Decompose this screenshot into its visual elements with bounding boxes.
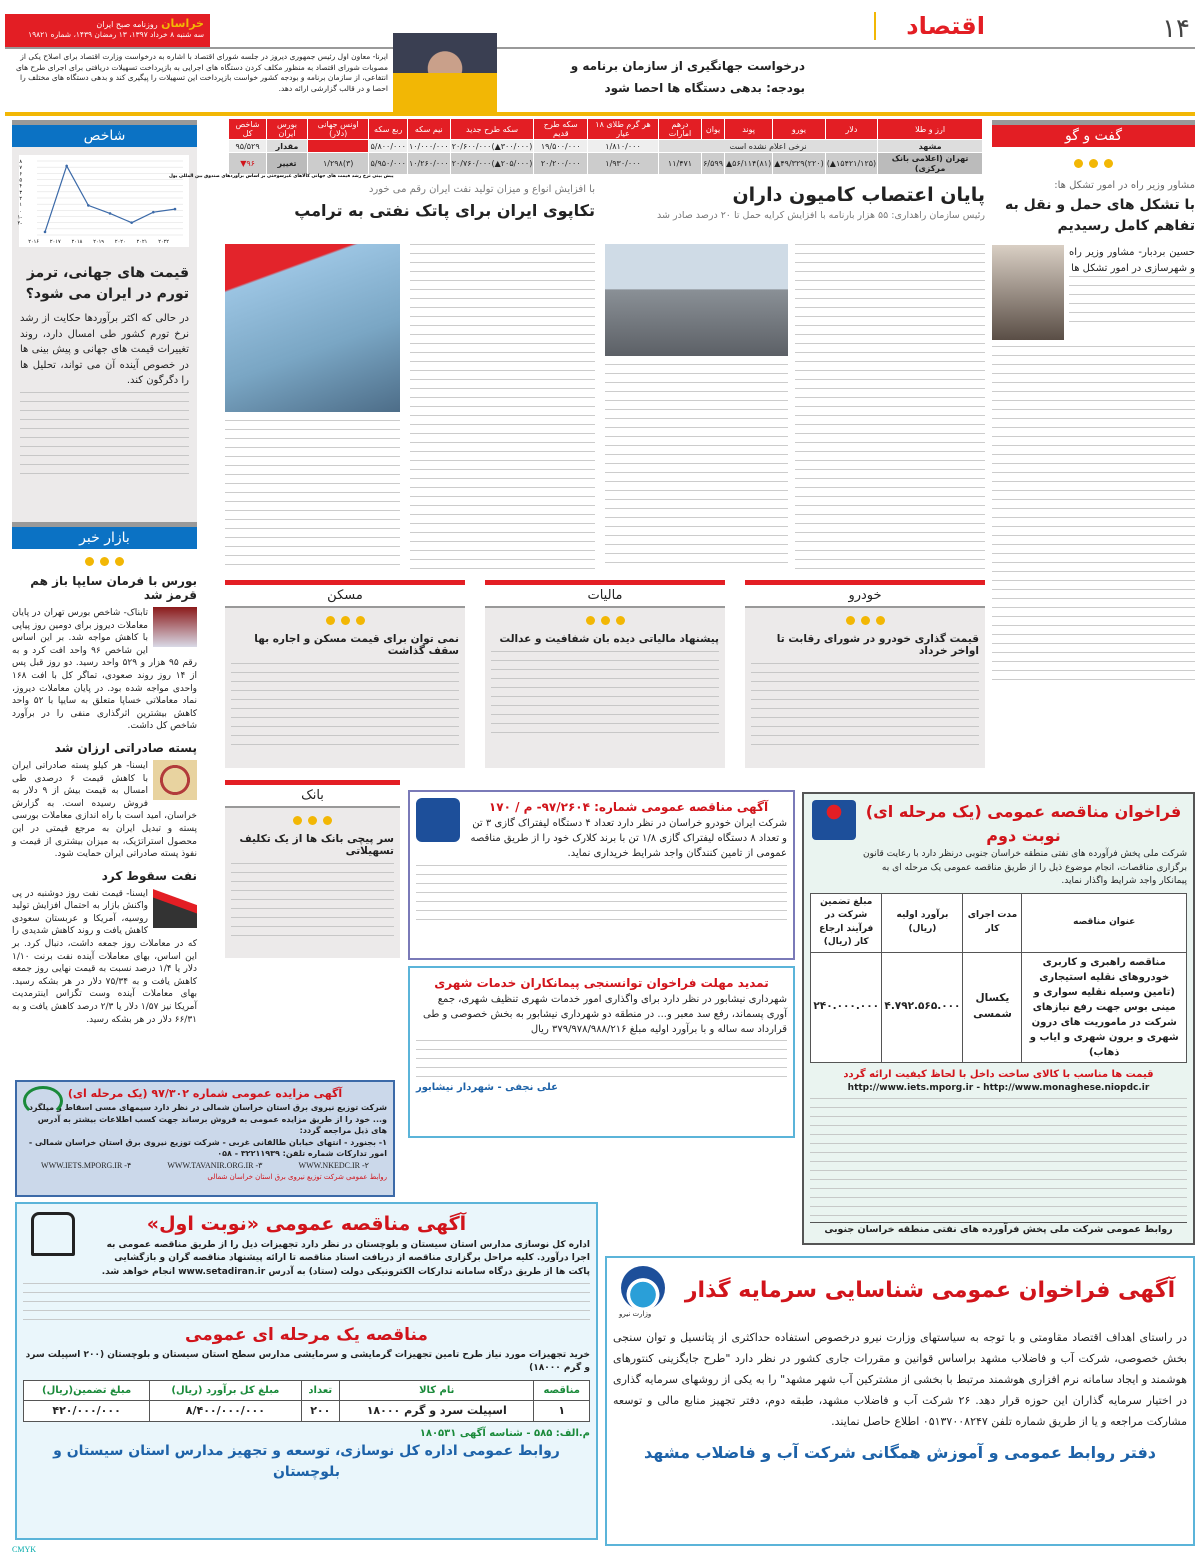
price-cell: ۱/۸۱۰/۰۰۰ xyxy=(588,140,659,153)
box-section-label: بانک xyxy=(225,785,400,808)
logo-caption: وزارت نیرو xyxy=(619,1310,652,1318)
dots-icon xyxy=(12,557,197,566)
shakhes-text: در حالی که اکثر برآوردها حکایت از رشد نرخ تورم کشور طی امسال دارد، روند تغییرات قیمت های جهانی و پیش بینی ها در خصوص آینده آن می تواند، تحلیل ها را دگرگون کند. xyxy=(20,313,189,386)
y-tick-label: ۵ xyxy=(19,177,22,184)
oil-table-cell: ۴.۷۹۲.۵۶۵.۰۰۰ xyxy=(882,952,963,1062)
price-header: اونس جهانی (دلار) xyxy=(307,119,369,140)
price-cell: ۵/۹۵۰/۰۰۰ xyxy=(369,153,407,174)
oil-ad-sites: http://www.iets.mporg.ir - http://www.monaghese.niopdc.ir xyxy=(847,1082,1150,1093)
brand-box xyxy=(5,14,210,48)
price-cell: (۳۰۰/۰۰۰▲)۲۰/۶۰۰/۰۰۰ xyxy=(450,140,534,153)
sistan-ad-table xyxy=(23,1380,590,1423)
shakhes-headline: قیمت های جهانی، ترمز تورم در ایران می شود؟ xyxy=(25,265,189,302)
nkedc-logo xyxy=(23,1086,63,1116)
sistan-ad xyxy=(15,1202,598,1540)
sistan-table-cell: اسپیلت سرد و گرم ۱۸۰۰۰ xyxy=(340,1400,534,1422)
row-label: تهران (اعلامی بانک مرکزی) xyxy=(878,153,983,174)
price-header: شاخص کل xyxy=(229,119,267,140)
news-headline[interactable]: پسته صادراتی ارزان شد xyxy=(54,740,197,755)
news-text: ایسنا- قیمت نفت روز دوشنبه در پی واکنش بازار به احتمال افزایش تولید روسیه، آمریکا و عربستان سعودی کاهش یافت و روند کاهش شدیدی را که در معاملات روز جمعه داشت، دنبال کرد. بر این اساس، بهای معاملات آینده نفت برنت ۱/۱۰ دلار یا ۱/۴ درصد نسبت به قیمت نهایی روز جمعه کاهش یافت و به ۷۵/۳۴ دلار در هر بشکه رسید. بهای معاملات آینده وست تگزاس اینترمدیت آمریکا نیز ۱/۵۷ دلار یا ۲/۳ درصد کاهش یافت و به ۶۶/۳۱ دلار در هر بشکه رسید. xyxy=(12,888,197,1025)
site-link[interactable]: WWW.TAVANIR.ORG.IR -۳ xyxy=(167,1160,263,1170)
water-ministry-logo xyxy=(621,1266,665,1310)
price-header: سکه طرح قدیم xyxy=(534,119,588,140)
data-point xyxy=(87,204,90,207)
oil-table-header: مدت اجرای کار xyxy=(963,893,1022,952)
lead-headline xyxy=(505,56,805,99)
oil-ad-intro: شرکت ملی پخش فرآورده های نفتی منطقه خراسان جنوبی درنظر دارد با رعایت قانون برگزاری مناقصات، انجام موضوع ذیل را از طریق مناقصه عمومی یک مرحله ای به پیمانکار واجد شرایط واگذار نماید. xyxy=(863,849,1187,886)
oil-table-header: برآورد اولیه (ریال) xyxy=(882,893,963,952)
y-tick-label: ۴ xyxy=(19,183,22,190)
oil-headline: تکاپوی ایران برای پاتک نفتی به ترامپ xyxy=(294,201,595,220)
oil-ad-title: فراخوان مناقصه عمومی (یک مرحله ای) نوبت دوم xyxy=(865,802,1182,845)
bazar-section-label: بازار خبر xyxy=(12,522,197,549)
news-item xyxy=(12,869,197,1027)
section-box xyxy=(225,580,465,770)
price-cell: ۱/۹۳۰/۰۰۰ xyxy=(588,153,659,174)
price-cell: (۲۲۰)۴۹/۳۲۹▲ xyxy=(773,153,825,174)
oil-kicker: با افزایش انواع و میزان تولید نفت ایران رقم می خورد xyxy=(368,184,595,195)
trucks-photo xyxy=(605,244,788,356)
x-tick-label: ۲۰۱۹ xyxy=(93,239,104,245)
khodro-ad xyxy=(408,790,795,960)
price-table xyxy=(228,118,983,175)
ounce-cell: (۳)۱/۲۹۸ xyxy=(307,153,369,174)
truck-body-col1 xyxy=(795,244,985,569)
tavanir-ad-footer: روابط عمومی شرکت توزیع نیروی برق استان خراسان شمالی xyxy=(207,1172,387,1181)
abfa-ad-text: در راستای اهداف اقتصاد مقاومتی و با توجه به سیاستهای وزارت نیرو درخصوص استفاده حداکثری از پتانسیل و توان سنجی بخش خصوصی، شرکت آب و فاضلاب مشهد براساس قوانین و مقررات جاری کشور در نظر دارد "طرح جایگزینی کنتورهای هوشمند و ایجاد سامانه نرم افزاری هوشمند مرتبط با بخشی از مشترکین آب شهر مشهد" را به یکی از روشهای سرمایه گذاری در اختیار سرمایه گذاران این حوزه قرار دهد. ۲۶ شرکت آب و فاضلاب مشهد، طبقه دوم، دفتر تجهیز منابع مالی و توسعه مشارکت مراجعه و یا از طریق شماره تلفن ۰۵۱۳۷۰۰۸۲۴۷ اطلاع حاصل نمایند. xyxy=(613,1331,1187,1428)
site-link[interactable]: WWW.IETS.MPORG.IR -۴ xyxy=(41,1160,132,1170)
y-tick-label: ۰ xyxy=(19,208,22,215)
bazar-column xyxy=(12,522,197,1034)
chart-title: پیش بینی نرخ رشد قیمت های جهانی کالاهای غیرسوختی بر اساس برآوردهای صندوق بین المللی پول xyxy=(169,174,394,179)
oil-table-cell: مناقصه راهبری و کاربری خودروهای نقلیه استیجاری (تامین وسیله نقلیه سواری و مینی بوس جهت رفع نیازهای شرکت در ماموریت های درون شهری و برون شهری و ایاب و ذهاب) xyxy=(1022,952,1187,1062)
neyshabur-ad xyxy=(408,966,795,1138)
price-header: ارز و طلا xyxy=(878,119,983,140)
price-header: ربع سکه xyxy=(369,119,407,140)
brand-logo: خراسان xyxy=(161,17,204,30)
neyshabur-ad-title: تمدید مهلت فراخوان توانسنجی پیمانکاران خدمات شهری xyxy=(434,976,769,990)
brand-sub: روزنامه صبح ایران xyxy=(96,20,158,29)
y-tick-label: ۸ xyxy=(19,159,22,165)
section-title: اقتصاد xyxy=(874,12,985,40)
dots-icon xyxy=(231,616,459,625)
price-cell: (۸۱)۵۶/۱۱۴▲ xyxy=(725,153,773,174)
dateline: سه شنبه ۸ خرداد ۱۳۹۷، ۱۳ رمضان ۱۴۳۹، شماره ۱۹۸۲۱ xyxy=(28,30,204,39)
neyshabur-ad-footer: علی نجفی - شهردار نیشابور xyxy=(416,1082,558,1093)
price-cell: (۱۵۴۲۱/۱۲۵▲) xyxy=(825,153,877,174)
price-header: بورس ایران xyxy=(267,119,308,140)
oil-body-col1 xyxy=(410,244,595,569)
truck-subhead: رئیس سازمان راهداری: ۵۵ هزار بارنامه با افزایش کرایه حمل تا ۲۰ درصد صادر شد xyxy=(657,210,985,221)
box-section-label: مالیات xyxy=(485,585,725,608)
price-cell: ۶/۵۹۹ xyxy=(702,153,725,174)
price-cell: ۱۰/۰۰۰/۰۰۰ xyxy=(407,140,450,153)
sistan-ad-footer: روابط عمومی اداره کل نوسازی، توسعه و تجهیز مدارس استان سیستان و بلوچستان xyxy=(53,1443,560,1480)
tavanir-ad-text: شرکت توزیع نیروی برق استان خراسان شمالی در نظر دارد سیمهای مسی اسقاط و میلگرد و... خود را از طریق مزایده عمومی به فروش برساند جهت کسب اطلاعات بیشتر به آدرس های ذیل مراجعه گردد: xyxy=(28,1102,387,1136)
shakhes-section-label: شاخص xyxy=(12,120,197,147)
bourse-label: تغییر xyxy=(267,153,308,174)
interview-column xyxy=(992,120,1195,770)
x-tick-label: ۲۰۱۷ xyxy=(49,239,61,245)
oil-table-cell: یکسال شمسی xyxy=(963,952,1022,1062)
y-tick-label: ۱ xyxy=(19,202,22,209)
y-tick-label: -۱ xyxy=(17,214,22,221)
section-box xyxy=(225,780,400,960)
sistan-table-header: نام کالا xyxy=(340,1380,534,1400)
dots-icon xyxy=(992,159,1195,168)
truck-body-col2 xyxy=(605,364,788,569)
oil-body-col2 xyxy=(225,420,400,570)
series-line xyxy=(45,166,175,232)
news-photo xyxy=(153,888,197,928)
box-headline[interactable]: پیشنهاد مالیاتی دیده بان شفافیت و عدالت xyxy=(499,633,719,645)
sistan-ad-text: اداره کل نوسازی مدارس استان سیستان و بلوچستان در نظر دارد تجهیزات ذیل را از طریق مناقصه عمومی به اجرا درآورد. کلیه مراحل برگزاری مناقصه از دریافت اسناد مناقصه تا ارائه پیشنهاد مناقصه گران و بازگشایی پاکت ها از طریق درگاه سامانه تدارکات الکترونیکی دولت (ستاد) به آدرس www.setadiran.ir انجام خواهد شد. xyxy=(101,1239,590,1277)
oil-ad xyxy=(802,792,1195,1245)
sistan-ad-subtitle: مناقصه یک مرحله ای عمومی xyxy=(185,1325,428,1345)
price-cell: ۱۹/۵۰۰/۰۰۰ xyxy=(534,140,588,153)
row-label: مشهد xyxy=(878,140,983,153)
news-text: ایسنا- هر کیلو پسته صادراتی ایران با کاهش قیمت ۶ درصدی طی امسال به قیمت بیش از ۹ دلار به فروش رسیده است. به گزارش خراسان، امید است با راه اندازی معاملات بورسی پسته و تبدیل ایران به مرجع قیمتی در این محصول استراتژیک، به میزان بیشتری از قیمت و نفوذ پسته صادراتی ایران حمایت شود. xyxy=(12,760,197,860)
neyshabur-ad-text: شهرداری نیشابور در نظر دارد برای واگذاری امور خدمات شهری تنظیف شهری، جمع آوری پسماند، رفع سد معبر و... در منطقه دو شهرداری نیشابور به بخش خصوصی و طی قرارداد سه ساله و با برآورد اولیه مبلغ ۳۷۹/۹۷۸/۹۸۸/۲۱۶ ریال xyxy=(423,994,787,1035)
khodro-ad-text: شرکت ایران خودرو خراسان در نظر دارد تعداد ۴ دستگاه لیفتراک گازی ۳ تن و تعداد ۸ دستگاه لیفتراک گازی ۱/۸ تن با برند کلارک خود را از طریق مناقصه عمومی از تامین کنندگان واجد شرایط خریداری نماید. xyxy=(470,818,787,859)
interviewee-photo xyxy=(992,245,1064,340)
dots-icon xyxy=(751,616,979,625)
box-headline[interactable]: نمی توان برای قیمت مسکن و اجاره بها سقف گذاشت xyxy=(254,633,459,657)
site-link[interactable]: WWW.NKEDC.IR -۲ xyxy=(298,1160,369,1170)
jahangiri-photo xyxy=(393,33,497,112)
data-point xyxy=(130,221,133,224)
y-tick-label: -۲ xyxy=(17,220,22,227)
table-row xyxy=(229,153,983,174)
sistan-ad-desc: خرید تجهیزات مورد نیاز طرح تامین تجهیزات گرمایشی و سرمایشی مدارس سطح استان سیستان و بلوچستان (۲۰۰ اسپیلت سرد و گرم ۱۸۰۰۰) xyxy=(25,1349,590,1373)
interview-byline: حسین بردبار- مشاور وزیر راه و شهرسازی در امور تشکل ها xyxy=(1069,247,1195,274)
tavanir-ad xyxy=(15,1080,395,1197)
price-header: یورو xyxy=(773,119,825,140)
price-header: دلار xyxy=(825,119,877,140)
oil-rig-photo xyxy=(225,244,400,412)
lead-headline-line-2: بودجه: بدهی دستگاه ها احصا شود xyxy=(604,80,805,95)
data-point xyxy=(44,231,47,234)
lead-headline-line-1: درخواست جهانگیری از سازمان برنامه و xyxy=(570,59,805,73)
oil-ad-table xyxy=(810,893,1187,1063)
oil-ad-notice: قیمت ها مناسب با کالای ساخت داخل با لحاظ کیفیت ارائه گردد xyxy=(843,1068,1154,1080)
y-tick-label: ۶ xyxy=(19,171,22,178)
interview-body xyxy=(992,346,1195,686)
price-header: هر گرم طلای ۱۸ عیار xyxy=(588,119,659,140)
index-value: ۹۶▼ xyxy=(229,153,267,174)
iran-khodro-logo xyxy=(416,798,460,842)
interview-section-label: گفت و گو xyxy=(992,120,1195,147)
tavanir-ad-sites xyxy=(23,1160,387,1172)
news-photo xyxy=(153,760,197,800)
price-cell: ۲۰/۲۰۰/۰۰۰ xyxy=(534,153,588,174)
sistan-table-cell: ۴۲۰/۰۰۰/۰۰۰ xyxy=(24,1400,150,1422)
data-point xyxy=(152,211,155,214)
table-row xyxy=(24,1400,590,1422)
oil-article xyxy=(225,184,595,220)
page-number: ۱۴ xyxy=(1162,14,1190,44)
x-tick-label: ۲۰۲۲ xyxy=(158,239,169,245)
dots-icon xyxy=(491,616,719,625)
news-photo xyxy=(153,607,197,647)
cmyk-mark: CMYK xyxy=(12,1545,37,1554)
news-text: تابناک- شاخص بورس تهران در پایان معاملات دیروز برای دومین روز پیاپی با کاهش مواجه شد. بر این اساس این شاخص ۹۶ واحد افت کرد و به رقم ۹۵ هزار و ۵۲۹ واحد رسید. دو روز قبل پس از ۱۴ روز روند صعودی، تماگر کل با افت ۱۶۸ واحدی مواجه شده بود. در پایان معاملات دیروز، نماد معاملاتی خساپا متعلق به سایپا با ۵۲ واحد کاهش بیشترین اثرگذاری منفی را در برآورد شاخص کل داشت. xyxy=(12,608,197,732)
y-tick-label: ۲ xyxy=(19,196,22,202)
truck-headline: پایان اعتصاب کامیون داران xyxy=(732,184,985,206)
sistan-table-cell: ۸/۴۰۰/۰۰۰/۰۰۰ xyxy=(150,1400,301,1422)
sistan-ad-title: آگهی مناقصه عمومی «نوبت اول» xyxy=(146,1213,467,1235)
box-section-label: مسکن xyxy=(225,585,465,608)
data-point xyxy=(65,165,68,168)
price-header: درهم امارات xyxy=(658,119,701,140)
price-cell: ۱۰/۲۶۰/۰۰۰ xyxy=(407,153,450,174)
price-cell: (۲۰۵/۰۰۰▲)۲۰/۷۶۰/۰۰۰ xyxy=(450,153,534,174)
price-header: پوند xyxy=(725,119,773,140)
price-header: نیم سکه xyxy=(407,119,450,140)
y-tick-label: ۷ xyxy=(19,165,22,172)
data-point xyxy=(174,208,177,211)
section-box xyxy=(745,580,985,770)
sistan-table-cell: ۲۰۰ xyxy=(301,1400,340,1422)
x-tick-label: ۲۰۱۸ xyxy=(71,239,83,245)
abfa-ad-title: آگهی فراخوان عمومی شناسایی سرمایه گذار xyxy=(684,1278,1176,1303)
oil-table-cell: ۲۴۰.۰۰۰.۰۰۰ xyxy=(811,952,882,1062)
oil-table-header: عنوان مناقصه xyxy=(1022,893,1187,952)
oil-table-header: مبلغ تضمین شرکت در فرآیند ارجاع کار (ریال) xyxy=(811,893,882,952)
khodro-ad-title: آگهی مناقصه عمومی شماره: ۹۷/۲۶۰۴- م / ۱۷۰ xyxy=(488,800,769,814)
index-value: ۹۵/۵۲۹ xyxy=(229,140,267,153)
interview-headline: با تشکل های حمل و نقل به تفاهم کامل رسیدیم xyxy=(1005,197,1195,234)
table-row xyxy=(811,952,1187,1062)
section-box xyxy=(485,580,725,770)
abfa-ad xyxy=(605,1256,1195,1546)
school-renovation-logo xyxy=(31,1212,75,1256)
price-header: یوان xyxy=(702,119,725,140)
ounce-cell xyxy=(307,140,369,153)
data-point xyxy=(109,212,112,215)
tavanir-ad-address: ۱- بجنورد - انتهای خیابان طالقانی غربی - شرکت توزیع نیروی برق استان خراسان شمالی - امور تدارکات شماره تلفن: ۳۲۲۱۱۹۳۹ - ۰۵۸ xyxy=(28,1137,387,1159)
sistan-table-header: مبلغ کل برآورد (ریال) xyxy=(150,1380,301,1400)
dots-icon xyxy=(231,816,394,825)
box-headline[interactable]: قیمت گذاری خودرو در شورای رقابت تا اواخر خرداد xyxy=(776,633,979,657)
x-tick-label: ۲۰۲۰ xyxy=(114,239,126,245)
niopdc-logo xyxy=(812,800,856,840)
price-header: سکه طرح جدید xyxy=(450,119,534,140)
x-tick-label: ۲۰۱۶ xyxy=(28,239,39,245)
interview-kicker: مشاور وزیر راه در امور تشکل ها: xyxy=(1054,180,1195,191)
truck-article xyxy=(605,184,985,221)
oil-ad-footer: روابط عمومی شرکت ملی پخش فرآورده های نفتی منطقه خراسان جنوبی xyxy=(810,1222,1187,1237)
news-headline[interactable]: بورس با فرمان سایپا باز هم قرمز شد xyxy=(30,574,197,602)
bourse-label: مقدار xyxy=(267,140,308,153)
news-headline[interactable]: نفت سقوط کرد xyxy=(101,868,197,883)
box-section-label: خودرو xyxy=(745,585,985,608)
price-cell: ۱۱/۴۷۱ xyxy=(658,153,701,174)
lead-rule xyxy=(5,112,1195,116)
x-tick-label: ۲۰۲۱ xyxy=(136,239,148,245)
y-tick-label: ۳ xyxy=(19,189,22,196)
sistan-table-cell: ۱ xyxy=(534,1400,590,1422)
news-item xyxy=(12,741,197,861)
table-row xyxy=(229,140,983,153)
lead-text: ایرنا- معاون اول رئیس جمهوری دیروز در جلسه شورای اقتصاد با اشاره به درخواست وزارت اقتصاد برای اصلاح یکی از مصوبات شورای اقتصاد به منظور مکلف کردن دستگاه های اجرایی به بازپرداخت تسهیلات دریافتی برای اجرای طرح های انتفاعی، از سازمان برنامه و بودجه کشور خواست بازپرداخت این تسهیلات را پیگیری کند و بدهی دستگاه های مختلف را احصا و در قالب گزارشی ارائه دهد. xyxy=(15,52,388,93)
tavanir-ad-title: آگهی مزایده عمومی شماره ۹۷/۳۰۲ (یک مرحله ای) xyxy=(67,1087,343,1100)
box-headline[interactable]: سر پیچی بانک ها از یک تکلیف تسهیلاتی xyxy=(239,833,394,857)
sistan-table-header: مبلغ تضمین(ریال) xyxy=(24,1380,150,1400)
abfa-ad-footer: دفتر روابط عمومی و آموزش همگانی شرکت آب و فاضلاب مشهد xyxy=(643,1443,1157,1463)
abfa-ad-header xyxy=(613,1264,1187,1328)
sistan-ad-code: م.الف: ۵۸۵ - شناسه آگهی ۱۸۰۵۳۱ xyxy=(419,1428,590,1439)
no-rate-note: نرخی اعلام نشده است xyxy=(658,140,877,153)
price-cell: ۵/۸۰۰/۰۰۰ xyxy=(369,140,407,153)
header-rule xyxy=(5,47,1195,49)
sistan-table-header: تعداد xyxy=(301,1380,340,1400)
news-item xyxy=(12,574,197,733)
sistan-table-header: مناقصه xyxy=(534,1380,590,1400)
